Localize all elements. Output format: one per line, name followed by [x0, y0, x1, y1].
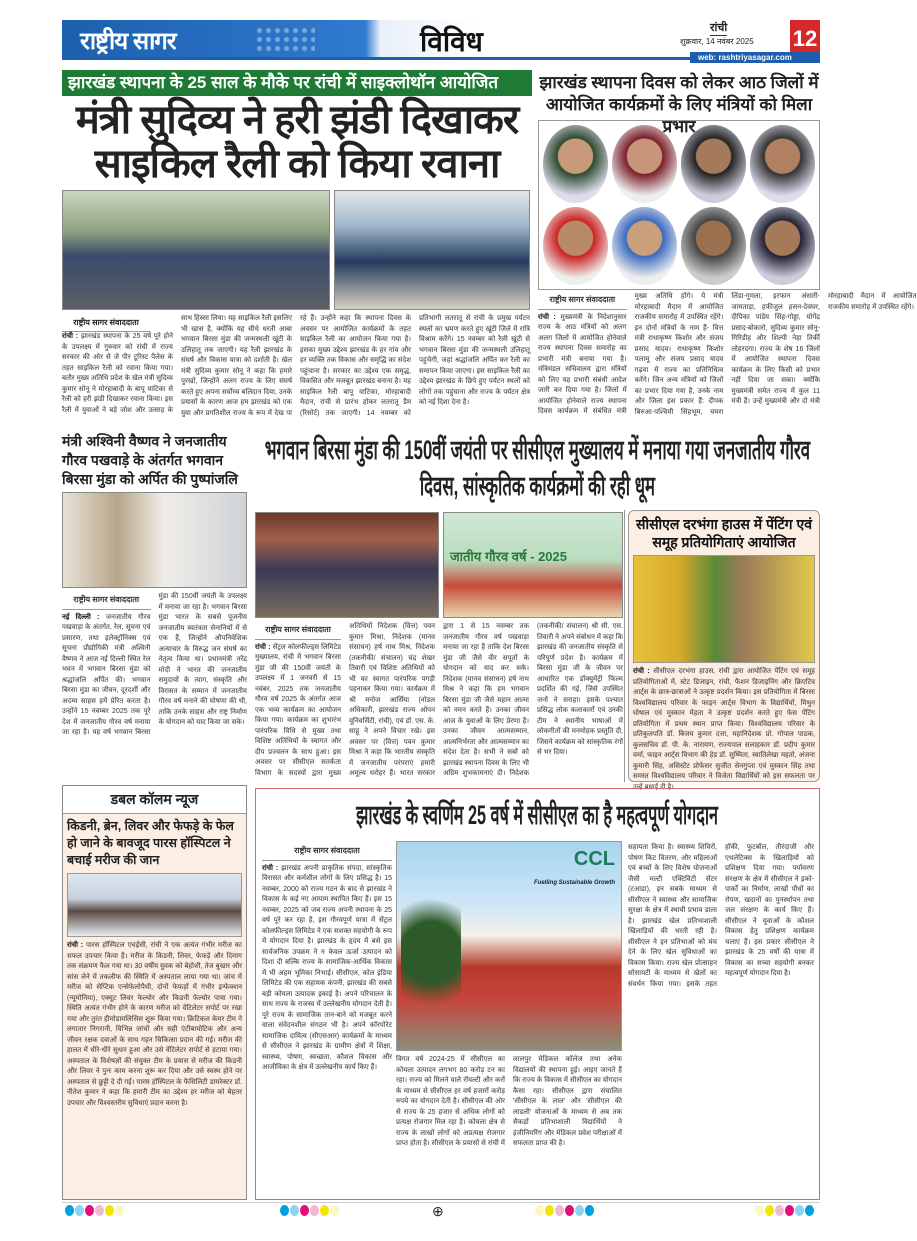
story2-byline: राष्ट्रीय सागर संवाददाता [538, 292, 627, 310]
story1-body [62, 314, 530, 422]
story7-text-b: विगत वर्ष 2024-25 में सीसीएल का कोयला उत्पादन लगभग 80 करोड़ टन का रहा। राज्य को मिलने वाले रॉयल्टी और करों के माध्यम से सीसीएल हर वर्ष हजारों करोड़ रुपये का योगदान देती है। सीसीएल की ओर से राज्य के 25 हजार से अधिक लोगों को प्रत्यक्ष रोजगार मिल रहा है। कोयला क्षेत्र से राज्य के लाखों लोगों को अप्रत्यक्ष रोजगार प्राप्त होता है। सीसीएल के प्रयासों से रांची में लालपुर मेडिकल कॉलेज तथा अनेक विद्यालयों की स्थापना हुई। आइए जानते हैं कि राज्य के विकास में सीसीएल का योगदान कैसा रहा। सीसीएल द्वारा संचालित 'सीसीएल के लाल' और 'सीसीएल की लाडली' योजनाओं के माध्यम से अब तक सैकड़ों प्रतिभाशाली विद्यार्थियों ने इंजीनियरिंग और मेडिकल प्रवेश परीक्षाओं में सफलता प्राप्त की है। [396, 1056, 622, 1147]
ccl-logo-tagline: Fuelling Sustainable Growth [533, 880, 615, 886]
section-title: विविध [420, 26, 483, 57]
edition-city: रांची [710, 22, 728, 34]
color-registration-dots [535, 1205, 594, 1216]
story3-byline: राष्ट्रीय सागर संवाददाता [62, 592, 151, 610]
painting-competition-photo [633, 555, 815, 663]
story6-dateline: रांची : [67, 942, 84, 949]
column-divider [624, 510, 625, 782]
color-registration-dots [755, 1205, 814, 1216]
story7-body-c [628, 843, 814, 1195]
portrait-1 [543, 125, 608, 203]
story5-dateline: रांची : [633, 668, 650, 675]
story7-body-a [262, 843, 392, 1193]
portrait-6 [612, 207, 677, 285]
edition-date: शुक्रवार, 14 नवंबर 2025 [680, 37, 754, 46]
story1-byline: राष्ट्रीय सागर संवाददाता [62, 314, 150, 332]
color-registration-dots [280, 1205, 339, 1216]
story6-text: पारस हॉस्पिटल एचईसी, रांची ने एक अत्यंत गंभीर मरीज का सफल उपचार किया है। मरीज के किडनी, लिवर, फेफड़े और दिमाग तक संक्रमण फैल गया था। 30 वर्षीय युवक को बेहोशी, तेज बुखार और सांस लेने में तकलीफ की स्थिति में अस्पताल लाया गया था। जांच में मरीज को सेप्टिक एन्सेफेलोपैथी, दोनों फेफड़ों में गंभीर इन्फेक्शन (न्यूमोनिया), एक्यूट लिवर फेल्योर और किडनी फेल्योर पाया गया। स्थिति अत्यंत गंभीर होने के कारण मरीज को वेंटिलेटर सपोर्ट पर रखा गया और तुरंत हीमोडायलिसिस शुरू किया गया। क्रिटिकल केयर टीम ने लगातार निगरानी, विभिन्न जांचों और सही एंटीबायोटिक और अन्य जीवन रक्षक दवाओं के साथ गहन चिकित्सा प्रदान की गई। मरीज की हालत में धीरे-धीरे सुधार हुआ और उसे वेंटिलेटर सपोर्ट से हटाया गया। अस्पताल के विशेषज्ञों की संयुक्त टीम के प्रयास से मरीज की किडनी और लिवर ने पुनः काम करना शुरू कर दिया और उसे स्वस्थ होने पर अस्पताल से छुट्टी दे दी गई। पारस हॉस्पिटल के फैसिलिटी डायरेक्टर डॉ. नीतेश कुमार ने कहा कि हमारी टीम का उद्देश्य हर मरीज को बेहतर उपचार और विश्वस्तरीय सुविधाएं प्रदान करना है। [67, 942, 242, 1107]
story7-byline: राष्ट्रीय सागर संवाददाता [262, 843, 392, 861]
story6-headline: किडनी, ब्रेन, लिवर और फेफड़े के फेल हो जाने के बावजूद पारस हॉस्पिटल ने बचाई मरीज की जान [67, 819, 234, 867]
color-registration-dots [65, 1205, 124, 1216]
story4-byline: राष्ट्रीय सागर संवाददाता [255, 622, 341, 640]
story2-dateline: रांची : [538, 313, 556, 321]
story4-body [255, 622, 623, 782]
photo-banner-text: जातीय गौरव वर्ष - 2025 [450, 549, 567, 564]
story6-body [67, 941, 242, 1223]
story1-dateline: रांची : [62, 333, 79, 340]
story7-body-b [396, 1055, 622, 1195]
birsa-munda-tribute-photo [62, 492, 247, 588]
story3-body [62, 592, 247, 780]
portrait-3 [681, 125, 746, 203]
story2-body [538, 292, 917, 422]
story1-text: झारखंड स्थापना के 25 वर्ष पूरे होने के उपलक्ष्य में गुरुवार को रांची में राज्य सरकार की ओर से जे पीर टूरिस्ट पैलेस के तहत साइकिल रैली को रवाना किया गया। बतौर मुख्य अतिथि प्रदेश के खेल मंत्री सुदिव्य कुमार सोनू ने मोरहाबादी के बापू वाटिका से रैली को हरी झंडी दिखाकर रवाना किया। इस रैली में युवाओं ने बड़े जोश और उत्साह के साथ हिस्सा लिया। यह साइकिल रैली इसलिए भी खास है, क्योंकि यह सीधे धरती आबा भगवान बिरसा मुंडा की जन्मस्थली खूंटी के उलिहातू तक जाएगी। यह रैली झारखंड के संघर्ष और विकास यात्रा को दर्शाती है। खेल मंत्री सुदिव्य कुमार सोनू ने कहा कि हमारे पुरखों, जिन्होंने अलग राज्य के लिए संघर्ष करते हुए अपना सर्वोच्च बलिदान दिया, उनके प्रयासों के कारण आज हम झारखंड को एक युवा और प्रगतिशील राज्य के रूप में देख पा रहे हैं। उन्होंने कहा कि स्थापना दिवस के अवसर पर आयोजित कार्यक्रमों के तहत साइकिल रैली का आयोजन किया गया है। इसका मुख्य उद्देश्य झारखंड के हर गांव और हर व्यक्ति तक विकास और समृद्धि का संदेश पहुंचाना है। सरकार का उद्देश्य एक समृद्ध, विकसित और मजबूत झारखंड बनाना है। यह साइकिल रैली बापू वाटिका, मोरहाबादी मैदान, रांची से प्रारंभ होकर लतरातू डैम (रिसोर्ट) तक जाएगी। 14 नवम्बर को प्रतिभागी लतरातू से रांची के प्रमुख पर्यटन स्थलों का भ्रमण करते हुए खूंटी जिले में रात्रि विश्राम करेंगे। 15 नवम्बर को रैली खूंटी से भगवान बिरसा मुंडा की जन्मस्थली उलिहातू पहुंचेगी, जहां श्रद्धांजलि अर्पित कर रैली का समापन किया जाएगा। इस साइकिल रैली का उद्देश्य झारखंड के छिपे हुए पर्यटन स्थलों को लोगों तक पहुंचाना और राज्य के पर्यटन क्षेत्र को नई दिशा देना है। [62, 315, 530, 417]
ccl-logo-text: CCL [573, 848, 615, 870]
story4-dateline: रांची : [255, 643, 271, 651]
ccl-logo [534, 848, 615, 889]
minister-portraits [538, 120, 820, 290]
ccl-hall-ceremony-photo [255, 512, 439, 618]
story1-headline: मंत्री सुदिव्य ने हरी झंडी दिखाकर साइकिल रैली को किया रवाना [75, 98, 519, 186]
double-column-label: डबल कॉलम न्यूज [63, 786, 246, 814]
portrait-7 [681, 207, 746, 285]
decorative-dots-icon [255, 26, 315, 52]
newspaper-logo: राष्ट्रीय सागर [80, 28, 176, 55]
story4-headline: भगवान बिरसा मुंडा की 150वीं जयंती पर सीसीएल मुख्यालय में मनाया गया जनजातीय गौरव दिवस, सांस्कृतिक कार्यक्रमों की रही धूम [264, 435, 811, 501]
cycle-rally-photo [62, 190, 330, 310]
story5-body [633, 667, 815, 791]
paras-hospital-doctors-photo [67, 873, 242, 937]
story5-headline: सीसीएल दरभंगा हाउस में पेंटिंग एवं समूह प्रतियोगिताएं आयोजित [636, 516, 812, 550]
portrait-2 [612, 125, 677, 203]
story3-dateline: नई दिल्ली : [62, 613, 100, 621]
registration-crosshair-icon: ⊕ [432, 1203, 444, 1219]
story7-headline-wrap [256, 797, 818, 837]
double-column-news-box [62, 785, 247, 1200]
story7-text-c: सहायता किया है। स्वास्थ्य शिविरों, पोषण किट वितरण, और महिलाओं एवं बच्चों के लिए विशेष योजनाओं जैसी मल्टी एक्टिविटी सेंटर (टआडा), इन सबके माध्यम से सीसीएल ने स्वास्थ्य और सामाजिक सुरक्षा के क्षेत्र में स्थायी प्रभाव डाला है। झारखंड खेल प्रतिभाशाली खिलाड़ियों की धरती रही है। सीसीएल ने इन प्रतिभाओं को मंच देने के लिए खेल सुविधाओं का विकास किया। राज्य खेल प्रोत्साहन सोसायटी के माध्यम से खेलों का संवर्धन किया गया। इसके तहत हॉकी, फुटबॉल, तीरंदाजी और एथलेटिक्स के खिलाड़ियों को प्रशिक्षण दिया गया। पर्यावरण संरक्षण के क्षेत्र में सीसीएल ने इको-पार्कों का निर्माण, लाखों पौधों का रोपण, खदानों का पुनर्स्थापन तथा जल संरक्षण के कार्य किए हैं। सीसीएल ने युवाओं के कौशल विकास हेतु प्रशिक्षण कार्यक्रम चलाए हैं। इस प्रकार सीसीएल ने झारखंड के 25 वर्षों की यात्रा में विकास का सच्चा सहयोगी बनकर महत्वपूर्ण योगदान दिया है। [628, 844, 814, 988]
story1-kicker: झारखंड स्थापना के 25 साल के मौके पर रांची में साइक्लोथॉन आयोजित [62, 70, 532, 96]
tree-shape [401, 882, 461, 1022]
story4-headline-wrap [255, 432, 820, 508]
story7-text-a: झारखंड अपनी प्राकृतिक संपदा, सांस्कृतिक विरासत और कर्मशील लोगों के लिए प्रसिद्ध है। 15 नवम्बर, 2000 को राज्य गठन के बाद से झारखंड ने विकास के कई नए आयाम स्थापित किए हैं। इस 15 नवम्बर, 2025 को जब राज्य अपनी स्थापना के 25 वर्ष पूरे कर रहा है, इस गौरवपूर्ण यात्रा में सेंट्रल कोलफील्ड्स लिमिटेड ने एक सशक्त सहयोगी के रूप में योगदान दिया है। झारखंड के हृदय में बसे इस सार्वजनिक उपक्रम ने न केवल ऊर्जा उत्पादन को दिशा दी बल्कि राज्य के सामाजिक-आर्थिक विकास में भी अहम भूमिका निभाई। सीसीएल, कोल इंडिया लिमिटेड की एक सहायक कंपनी, झारखंड की सबसे बड़ी कोयला उत्पादक इकाई है। अपने परिचालन के साथ राज्य के राजस्व में उल्लेखनीय योगदान देती है। पूरे राज्य के सामाजिक तान-बाने को मजबूत करने वाला संवेदनशील संगठन भी है। अपने कॉरपोरेट सामाजिक दायित्व (सीएसआर) कार्यक्रमों के माध्यम से सीसीएल ने झारखंड के ग्रामीण क्षेत्रों में शिक्षा, स्वास्थ्य, पोषण, स्वच्छता, कौशल विकास और आजीविका के क्षेत्र में उल्लेखनीय कार्य किए हैं। [262, 864, 392, 1071]
story3-text: जनजातीय गौरव पखवाड़ा के अंतर्गत, रेल, सूचना एवं प्रसारण, तथा इलेक्ट्रॉनिक्स एवं सूचना प्रौद्योगिकी मंत्री अश्विनी वैष्णव ने आज नई दिल्ली स्थित रेल भवन में भगवान बिरसा मुंडा को श्रद्धांजलि अर्पित की। भगवान बिरसा मुंडा का जीवन, दूरदर्शी और अदम्य साहस हमें प्रेरित करता है। उन्होंने 15 नवम्बर 2025 तक पूरे देश में जनजातीय गौरव वर्ष मनाया जा रहा है। यह वर्ष भगवान बिरसा मुंडा की 150वीं जयंती के उपलक्ष्य में मनाया जा रहा है। भगवान बिरसा मुंडा भारत के सबसे पूजनीय जनजातीय स्वतंत्रता सेनानियों में से एक हैं, जिन्होंने औपनिवेशिक अत्याचार के विरुद्ध जन संघर्ष का नेतृत्व किया था। प्रधानमंत्री नरेंद्र मोदी ने भारत की जनजातीय समुदायों के त्याग, संस्कृति और विरासत के सम्मान में जनजातीय गौरव वर्ष मनाने की घोषणा की थी, ताकि उनके साहस और राष्ट्र निर्माण के योगदान को याद किया जा सके। [62, 593, 247, 736]
ccl-headquarters-photo [396, 841, 622, 1051]
story2-headline: झारखंड स्थापना दिवस को लेकर आठ जिलों में आयोजित कार्यक्रमों के लिए मंत्रियों को मिला प्रभार [539, 73, 819, 136]
cultural-dance-photo [443, 512, 623, 618]
ccl-golden-years-box [255, 788, 820, 1200]
portrait-8 [750, 207, 815, 285]
story4-text: सेंट्रल कोलफील्ड्स लिमिटेड मुख्यालय, रांची में भगवान बिरसा मुंडा जी की 150वीं जयंती के उपलक्ष्य में 1 जनवरी से 15 नवंबर, 2025 तक जनजातीय गौरव वर्ष 2025 के अंतर्गत आज एक भव्य कार्यक्रम का आयोजन किया गया। कार्यक्रम का शुभारंभ पारंपरिक विधि से मुख्य तथा विशिष्ट अतिथियों के स्वागत और दीप प्रज्वलन के साथ हुआ। इस अवसर पर सीसीएल सतर्कता विभाग के सदस्यों द्वारा मुख्य अतिथियों निदेशक (वित्त) पवन कुमार मिश्रा, निदेशक (मानव संसाधन) हर्ष नाथ मिश्र, निदेशक (तकनीकी/ संचालन) चंद्र शेखर तिवारी एवं विशिष्ट अतिथियों को भी का स्वागत पारंपरिक पगड़ी पहनाकर किया गया। कार्यक्रम में श्री मनोज आर्सिया (नोडल अधिकारी, झारखंड राज्य ओपन यूनिवर्सिटी, रांची), एवं डॉ. एस. के. साहू ने अपने विचार रखे। इस अवसर पर (वित्त) पवन कुमार मिश्रा ने कहा कि भारतीय संस्कृति में जनजातीय परंपराएं हमारी अमूल्य धरोहर हैं। भारत सरकार द्वारा 1 से 15 नवम्बर तक जनजातीय गौरव वर्ष पखवाड़ा मनाया जा रहा है ताकि देश बिरसा मुंडा जी जैसे वीर सपूतों के योगदान को याद कर सके। निदेशक (मानव संसाधन) हर्ष नाथ मिश्र ने कहा कि हम भगवान बिरसा मुंडा जी जैसे महान आत्मा को नमन करते हैं। उनका जीवन आज के युवाओं के लिए प्रेरणा है। उनका जीवन आत्मसम्मान, आत्मनिर्भरता और आत्मसम्मान का संदेश देता है। सभी ने सबों को झारखंड स्थापना दिवस के लिए भी अग्रिम शुभकामनाएं दी। निदेशक (तकनीकी/ संचालन) श्री सी. एस. तिवारी ने अपने संबोधन में कहा कि झारखंड की जनजातीय संस्कृति से परिपूर्ण प्रदेश है। कार्यक्रम में बिरसा मुंडा जी के जीवन पर आधारित एक डॉक्यूमेंट्री फिल्म प्रदर्शित की गई, जिसे उपस्थित जनों ने सराहा। इसके पश्चात प्रसिद्ध लोक कलाकारों एवं उनकी टीम ने स्थानीय भाषाओं में लोकगीतों की मनमोहक प्रस्तुति दी, जिसने कार्यक्रम को सांस्कृतिक रंगों से भर दिया। [255, 623, 623, 777]
story2-text: मुख्यमंत्री के निदेशानुसार राज्य के आठ मंत्रियों को अलग अलग जिलों में आयोजित होनेवाले राज्य स्थापना दिवस समारोह का प्रभारी मंत्री बनाया गया है। मंत्रिमंडल सचिवालय द्वारा मंत्रियों को लिए यह प्रभारी संबंधी आदेश जारी कर दिया गया है। जिलों में आयोजित होनेवाले राज्य स्थापना दिवस कार्यक्रम में संबंधित मंत्री मुख्य अतिथि होंगे। ये मंत्री मोरहाबादी मैदान में आयोजित राजकीय समारोह में उपस्थित रहेंगे। इन दोनों मंत्रियों के नाम हैं- वित्त मंत्री राधाकृष्ण किशोर और संजय प्रसाद यादव। राधाकृष्ण किशोर पलामू और संजय प्रसाद यादव गढ़वा में राज्य का प्रतिनिधित्व करेंगे। जिन अन्य मंत्रियों को जिलों का प्रभार दिया गया है, उनके नाम और जिला इस प्रकार हैं: दीपक बिरुआ-पश्चिमी सिंहभूम, चमरा लिंडा-गुमला, इरफान अंसारी-जामताड़ा, हफीजुल हसन-देवघर, दीपिका पांडेय सिंह-गोड्डा, योगेंद्र प्रसाद-बोकारो, सुदिव्य कुमार सोनू-गिरिडीह और शिल्पी नेहा तिर्की लोहरदगा। राज्य के शेष 16 जिलों में आयोजित स्थापना दिवस कार्यक्रम के लिए किसी को प्रभार नहीं दिया जा सका। क्योंकि मुख्यमंत्री समेत राज्य में कुल 11 मंत्री हैं। उन्हें मुख्यमंत्री और दो मंत्री मोरहाबादी मैदान में आयोजित राजकीय समारोह में उपस्थित रहेंगे। [538, 293, 917, 416]
website-link[interactable]: web: rashtriyasagar.com [690, 52, 820, 63]
darbhanga-house-box [628, 510, 820, 791]
portrait-4 [750, 125, 815, 203]
portrait-5 [543, 207, 608, 285]
minister-flag-off-photo [334, 190, 530, 310]
story7-dateline: रांची : [262, 864, 279, 872]
story3-headline: मंत्री अश्विनी वैष्णव ने जनजातीय गौरव पखवाड़े के अंतर्गत भगवान बिरसा मुंडा को अर्पित की पुष्पांजलि [62, 433, 238, 487]
story5-text: सीसीएल दरभंगा हाउस, रांची द्वारा आयोजित पेंटिंग एवं समूह प्रतियोगिताओं में, स्टेट डिजाइन, रांची, फैशन डिजाइनिंग और क्रिएटिव आर्ट्स के छात्र-छात्राओं ने उत्कृष्ट प्रदर्शन किया। इस प्रतियोगिता में बिरसा विश्वविद्यालय परिवार के फाइन आर्ट्स विभाग के विद्यार्थियों, मिथुन घोषाल एवं मुस्कान मेहता ने उत्कृष्ट प्रदर्शन करते हुए फेस पेंटिंग प्रतियोगिता में प्रथम स्थान प्राप्त किया। विश्वविद्यालय परिवार के प्रतिकुलपति डॉ. बिजय कुमार दत्ता, महानिदेशक प्रो. गोपाल पाठक, कुलसचिव डॉ. पी. के. नारायण, राज्यपाल सलाहकार डॉ. प्रदीप कुमार वर्मा, फाइन आर्ट्स विभाग की हेड डॉ. सुष्मिता, स्वातिलेखा महतो, अंजना कुमारी सिंह, असिस्टेंट प्रोफेसर सुजीत सेनगुप्ता एवं मुस्कान सिंह तथा समस्त विश्वविद्यालय परिवार ने विजेता विद्यार्थियों को इस सफलता पर उन्हें बधाई दी है। [633, 668, 815, 791]
story7-headline: झारखंड के स्वर्णिम 25 वर्ष में सीसीएल का है महत्वपूर्ण योगदान [356, 800, 719, 830]
page-number: 12 [790, 20, 820, 58]
